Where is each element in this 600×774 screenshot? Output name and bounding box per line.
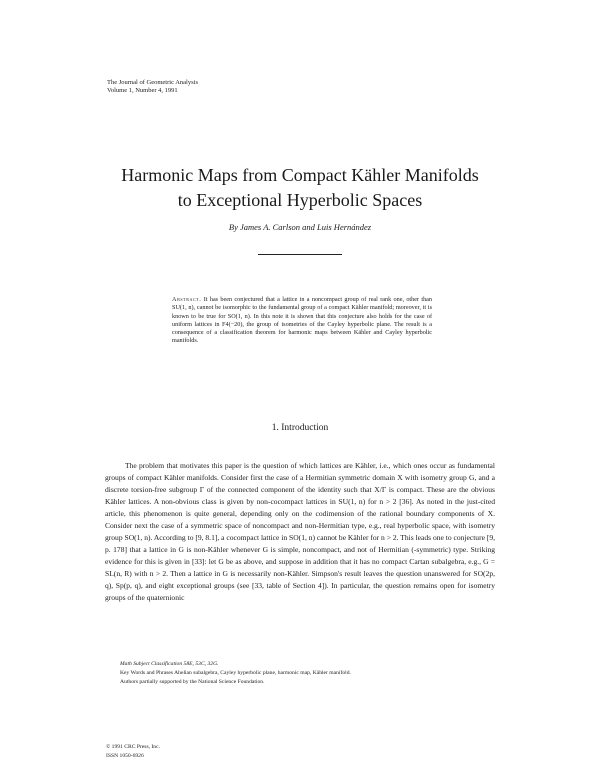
- footnote-keywords: Key Words and Phrases Ahelian subalgebra, Cayley hyperbolic plane, harmonic map, Kähler manifold.: [120, 670, 351, 677]
- authors: By James A. Carlson and Luis Hernández: [228, 222, 372, 232]
- abstract-text: It has been conjectured that a lattice in a noncompact group of real rank one, other than SU(1, n), cannot be isomorphic to the fundamental group of a compact Kähler manifold; moreover, it is known to be true for SO(1, n). In this note it is shown that this conjecture also holds for the case of uniform lattices in F4(−20), the group of isometries of the Cayley hyperbolic plane. The result is a consequence of a classification theorem for harmonic maps between Kähler and Cayley hyperbolic manifolds.: [172, 296, 433, 345]
- title-divider: [258, 254, 342, 255]
- copyright-block: [106, 743, 160, 760]
- title-line-1: Harmonic Maps from Compact Kähler Manifolds: [121, 165, 479, 185]
- abstract-heading: Abstract.: [172, 296, 202, 303]
- journal-volume: Volume 1, Number 4, 1991: [107, 87, 178, 94]
- issn-line: ISSN 1050-6926: [106, 752, 144, 759]
- section-heading: 1. Introduction: [271, 423, 329, 433]
- intro-paragraph: The problem that motivates this paper is the question of which lattices are Kähler, i.e., which ones occur as fundamental groups of compact Kähler manifolds. Consider first the case of a Hermitian symmetric domain X with isometry group G, and a discrete torsion-free subgroup Γ of the connected component of the identity such that X/Γ is compact. These are the obvious Kähler lattices. A non-obvious class is given by non-cocompact lattices in SU(1, n) for n > 2 [36]. As noted in the just-cited article, this phenomenon is quite general, depending only on the codimension of the rational boundary components of X. Consider next the case of a symmetric space of noncompact and non-Hermitian type, e.g., real hyperbolic space, with isometry group SO(1, n). According to [9, 8.1], a cocompact lattice in SO(1, n) cannot be Kähler for n > 2. This leads one to conjecture [9, p. 178] that a lattice in G is non-Kähler whenever G is simple, noncompact, and not of Hermitian (-symmetric) type. Striking evidence for this is given in [33]: let G be as above, and suppose in addition that it has no compact Cartan subalgebra, e.g., G = SL(n, R) with n > 2. Then a lattice in G is necessarily non-Kähler. Simpson's result leaves the question unanswered for SO(2p, q), Sp(p, q), and eight exceptional groups (see [33, table of Section 4]). In particular, the question remains open for isometry groups of the quaternionic: [105, 461, 495, 602]
- body-text: [105, 460, 495, 604]
- copyright-line: © 1991 CRC Press, Inc.: [106, 744, 160, 750]
- journal-name: The Journal of Geometric Analysis: [107, 79, 198, 86]
- journal-header: [107, 79, 198, 95]
- footnotes: [120, 660, 500, 688]
- abstract: [172, 296, 432, 346]
- paper-title: [60, 163, 540, 213]
- footnote-support: Authors partially supported by the National Science Foundation.: [120, 679, 265, 686]
- footnote-msc: Math Subject Classification 58E, 53C, 32G.: [120, 661, 219, 667]
- title-line-2: to Exceptional Hyperbolic Spaces: [177, 190, 423, 210]
